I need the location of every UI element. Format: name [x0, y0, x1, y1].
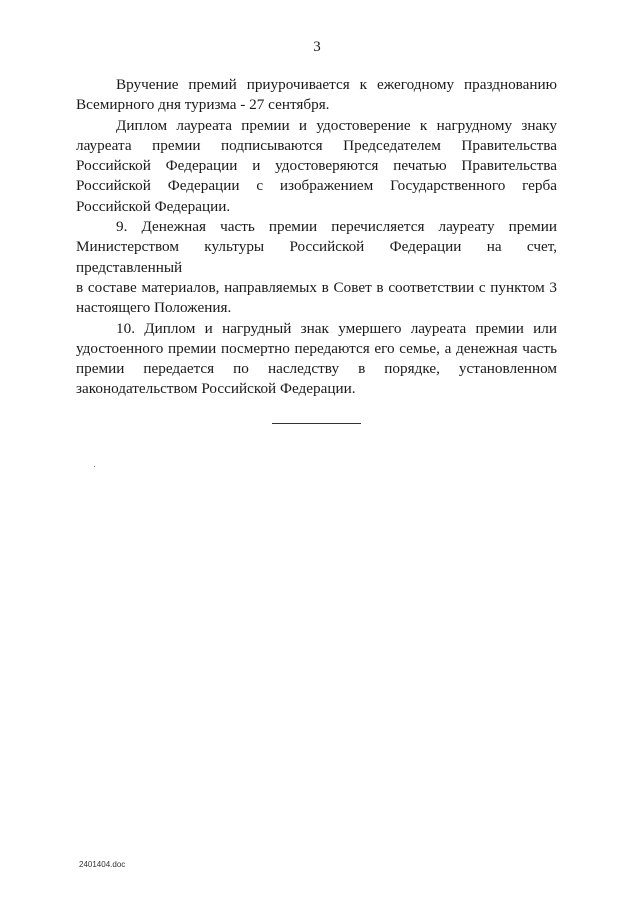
- page-number: 3: [313, 39, 321, 55]
- text-line: лауреата премии подписываются Председателем Правительства: [76, 136, 557, 154]
- paragraph-award-timing: [76, 75, 557, 116]
- text-line: Диплом лауреата премии и удостоверение к нагрудному знаку: [116, 116, 557, 134]
- paragraph-item-9: [76, 217, 557, 318]
- text-line: 10. Диплом и нагрудный знак умершего лауреата премии или: [116, 319, 557, 337]
- text-line: настоящего Положения.: [76, 299, 232, 317]
- text-line: в составе материалов, направляемых в Совет в соответствии с пунктом 3: [76, 278, 557, 296]
- text-line: Всемирного дня туризма - 27 сентября.: [76, 96, 330, 114]
- scan-speck: [94, 466, 95, 467]
- document-body: [76, 75, 557, 400]
- text-line: законодательством Российской Федерации.: [76, 380, 356, 398]
- footer-file-label: 2401404.doc: [79, 860, 126, 869]
- text-line: 9. Денежная часть премии перечисляется лауреату премии: [116, 218, 557, 236]
- end-of-text-divider: [272, 423, 361, 424]
- text-line: Российской Федерации.: [76, 197, 231, 215]
- text-line: удостоенного премии посмертно передаются его семье, а денежная часть: [76, 339, 557, 357]
- text-line: премии передается по наследству в порядке, установленном: [76, 360, 557, 378]
- text-line: Российской Федерации с изображением Государственного герба: [76, 177, 557, 195]
- text-line: Вручение премий приурочивается к ежегодному празднованию: [116, 76, 557, 93]
- paragraph-diploma-signing: [76, 116, 557, 217]
- text-line: Российской Федерации и удостоверяются печатью Правительства: [76, 157, 557, 175]
- paragraph-item-10: [76, 319, 557, 400]
- text-line: Министерством культуры Российской Федерации на счет, представленный: [76, 238, 557, 276]
